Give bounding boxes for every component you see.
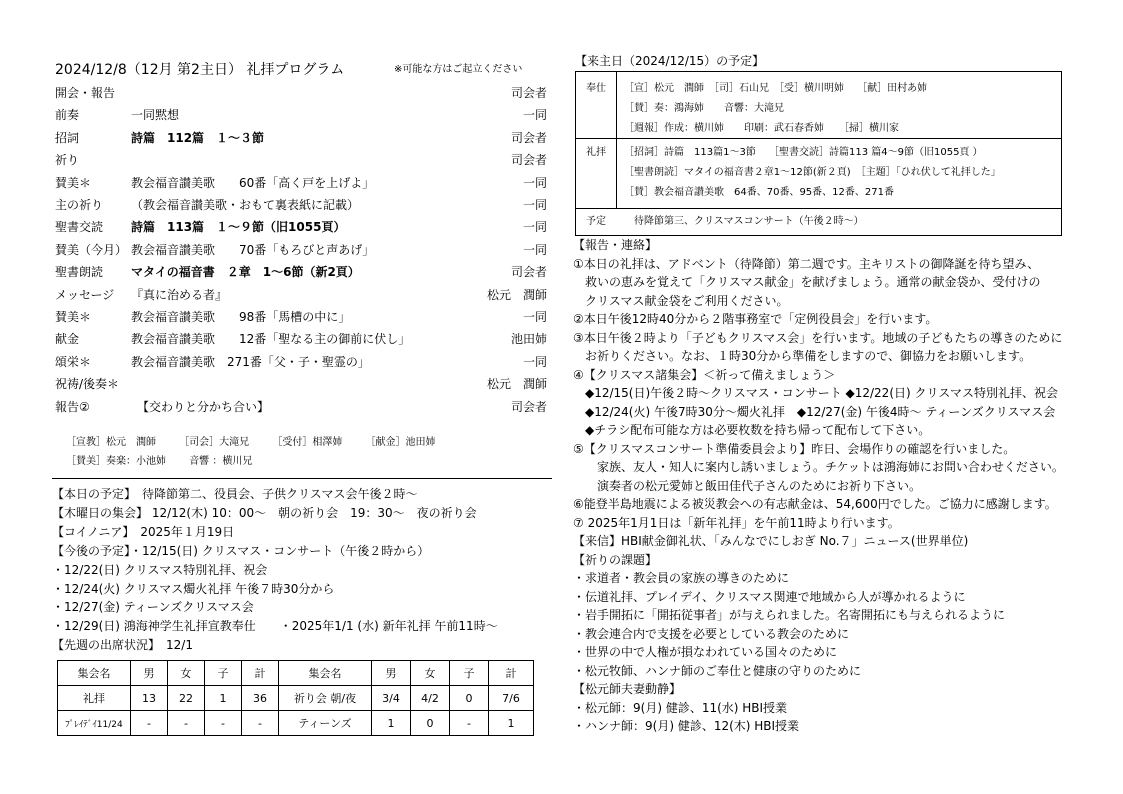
cell: 祈り会 朝/夜 (279, 686, 372, 711)
program-item: 献金 (55, 332, 80, 347)
program-row (55, 216, 547, 238)
header-cell: 計 (489, 661, 534, 686)
program-row (55, 328, 547, 350)
program-content: 教会福音讃美歌 70番「もろびと声あげ」 (131, 242, 375, 257)
service-line: ［宣］松元 潤師 ［司］石山兄 ［受］横川明姉 ［献］田村あ姉 (624, 83, 928, 94)
staff-reception: ［受付］相澤姉 (272, 437, 343, 448)
program-leader: 司会者 (510, 399, 547, 414)
program-content: 【交わりと分かち合い】 (131, 399, 270, 414)
program-row (55, 284, 547, 306)
column-divider (616, 72, 617, 208)
program-item: 賛美（今月） (55, 242, 128, 257)
program-leader: 一同 (522, 242, 547, 257)
staff-offering: ［献金］池田姉 (365, 437, 436, 448)
program-content: 教会福音讃美歌 98番「馬槽の中に」 (131, 310, 351, 324)
notice-line: 【木曜日の集会】 12/12(木) 10：00～ 朝の祈り会 19：30～ 夜の祈り会 (52, 505, 477, 520)
plan-line: 待降節第三、クリスマスコンサート（午後２時～） (624, 216, 864, 227)
cell: - (131, 711, 168, 736)
program-row (55, 127, 547, 149)
program-leader: 一同 (522, 108, 547, 123)
program-leader: 松元 潤師 (486, 377, 547, 392)
program-note: ※可能な方はご起立ください (394, 64, 523, 75)
attendance-row (58, 686, 534, 711)
program-item: 開会・報告 (55, 86, 116, 100)
report-line: ・教会連合内で支援を必要としている教会のために (573, 626, 850, 641)
report-line: 家族、友人・知人に案内し誘いましょう。チケットは鴻海姉にお問い合わせください。 (573, 460, 1064, 474)
section-divider (52, 478, 552, 479)
report-line: ・伝道礼拝、プレイデイ、クリスマス関連で地域から人が導かれるように (573, 589, 966, 604)
notice-line: ・12/29(日) 鴻海神学生礼拝宣教奉仕 ・2025年1/1 (水) 新年礼拝 午前11時～ (52, 619, 498, 634)
report-line: ⑤【クリスマスコンサート準備委員会より】昨日、会場作りの確認を行いました。 (573, 441, 1016, 456)
program-item: 前奏 (55, 108, 80, 123)
program-leader: 池田姉 (510, 332, 547, 347)
program-content: 『真に治める者』 (131, 287, 228, 302)
notice-line: ・12/24(火) クリスマス燭火礼拝 午後７時30分から (52, 581, 335, 596)
report-line: ①本日の礼拝は、アドベント（待降節）第二週です。主キリストの御降誕を待ち望み、 (573, 256, 1040, 271)
report-line: クリスマス献金袋をご利用ください。 (573, 293, 789, 308)
program-title: 2024/12/8（12月 第2主日） 礼拝プログラム (55, 62, 345, 78)
cell: 3/4 (372, 686, 411, 711)
header-cell: 女 (168, 661, 205, 686)
program-leader: 松元 潤師 (486, 287, 547, 302)
program-item: 頌栄＊ (55, 354, 92, 369)
next-sunday-box (575, 71, 1062, 236)
header-cell: 集会名 (58, 661, 131, 686)
program-row (55, 261, 547, 283)
program-item: 招詞 (55, 130, 80, 145)
report-line: ・岩手開拓に「開拓従事者」が与えられました。名寄開拓にも与えられるように (573, 608, 1006, 622)
staff-sound: 音響 ：横川兄 (189, 456, 253, 467)
notice-line: 【コイノニア】 2025年１月19日 (52, 524, 235, 539)
header-cell: 子 (205, 661, 242, 686)
report-line: ◆12/24(火) 午後7時30分～燭火礼拝 ◆12/27(金) 午後4時～ ティーンズクリスマス会 (573, 404, 1056, 419)
program-leader: 一同 (522, 354, 547, 369)
program-item: 聖書交読 (55, 220, 104, 235)
report-line: 【松元師夫妻動静】 (573, 682, 682, 696)
program-leader: 司会者 (510, 153, 547, 168)
report-line: ⑦ 2025年1月1日は「新年礼拝」を午前11時より行います。 (573, 515, 900, 530)
attendance-table (57, 660, 534, 736)
report-line: 救いの恵みを覚えて「クリスマス献金」を献げましょう。通常の献金袋か、受付けの (573, 275, 1041, 289)
cell: 4/2 (411, 686, 450, 711)
program-item: 祝祷/後奏＊ (55, 377, 120, 392)
header-cell: 計 (242, 661, 279, 686)
attendance-header-row (58, 661, 534, 686)
notice-line: 【先週の出席状況】 12/1 (52, 638, 193, 653)
program-leader: 司会者 (510, 86, 547, 100)
program-leader: 一同 (522, 175, 547, 190)
report-line: 【報告・連絡】 (573, 238, 658, 252)
header-cell: 女 (411, 661, 450, 686)
cell: ﾌﾟﾚｲﾃﾞｲ11/24 (58, 711, 131, 736)
program-row (55, 194, 547, 216)
staff-preacher: ［宣教］松元 潤師 (66, 437, 156, 448)
program-content: 教会福音讃美歌 60番「高く戸を上げよ」 (131, 175, 375, 190)
notice-line: ・12/22(日) クリスマス特別礼拝、祝会 (52, 562, 268, 577)
program-row (55, 373, 547, 395)
program-row (55, 239, 547, 261)
report-line: お祈りください。なお、１時30分から準備をしますので、御協力をお願いします。 (573, 349, 1032, 363)
header-cell: 集会名 (279, 661, 372, 686)
cell: - (242, 711, 279, 736)
notice-line: ・12/27(金) ティーンズクリスマス会 (52, 600, 254, 615)
report-line: 【祈りの課題】 (573, 552, 658, 567)
worship-line: ［招詞］詩篇 113篇1～3節 ［聖書交読］詩篇113 篇4～9節（旧1055頁 ） (624, 147, 983, 158)
program-row (55, 172, 547, 194)
report-line: ②本日午後12時40分から２階事務室で「定例役員会」を行います。 (573, 312, 938, 326)
service-line: ［週報］作成：横川姉 印刷：武石春香姉 ［掃］横川家 (624, 123, 899, 134)
program-leader: 一同 (522, 220, 547, 235)
next-sunday-title: 【来主日（2024/12/15）の予定】 (575, 54, 765, 68)
program-row (55, 104, 547, 126)
worship-label: 礼拝 (586, 147, 606, 158)
report-line: ・松元牧師、ハンナ師のご奉仕と健康の守りのために (573, 663, 862, 678)
header-cell: 男 (131, 661, 168, 686)
program-content: 教会福音讃美歌 271番「父・子・聖霊の」 (131, 354, 370, 369)
plan-label: 予定 (586, 216, 606, 227)
program-leader: 司会者 (510, 265, 547, 280)
program-content: 詩篇 113篇 １～９節（旧1055頁） (131, 220, 346, 235)
report-line: ◆12/15(日)午後２時～クリスマス・コンサート ◆12/22(日) クリスマス特別礼拝、祝会 (573, 386, 1059, 400)
program-row (55, 306, 547, 328)
header-cell: 男 (372, 661, 411, 686)
program-content: マタイの福音書 ２章 1～6節（新2頁） (131, 265, 360, 280)
worship-line: ［賛］教会福音讃美歌 64番、70番、95番、12番、271番 (624, 187, 894, 198)
program-item: 聖書朗読 (55, 265, 104, 280)
program-leader: 司会者 (510, 130, 547, 145)
program-row (55, 351, 547, 373)
cell: 0 (411, 711, 450, 736)
header-cell: 子 (450, 661, 489, 686)
cell: 1 (205, 686, 242, 711)
row-divider (576, 208, 1061, 209)
cell: 7/6 (489, 686, 534, 711)
worship-line: ［聖書朗読］マタイの福音書２章1～12節(新２頁) ［主題］「ひれ伏して礼拝した」 (624, 167, 1001, 178)
service-label: 奉仕 (586, 83, 606, 94)
cell: - (168, 711, 205, 736)
row-divider (576, 138, 1061, 139)
staff-emcee: ［司会］大滝兄 (179, 437, 250, 448)
report-line: 演奏者の松元愛姉と飯田佳代子さんのためにお祈り下さい。 (573, 478, 922, 493)
cell: 1 (489, 711, 534, 736)
program-leader: 一同 (522, 310, 547, 324)
program-item: 主の祈り (55, 198, 104, 212)
program-item: 賛美＊ (55, 175, 92, 190)
report-line: 【来信】HBI献金御礼状、「みんなでにしおぎ No.７」ニュース(世界単位) (573, 534, 969, 548)
notice-line: 【本日の予定】 待降節第二、役員会、子供クリスマス会午後２時～ (52, 487, 418, 501)
report-line: ・ハンナ師：9(月) 健診、12(木) HBI授業 (573, 719, 800, 733)
attendance-row (58, 711, 534, 736)
program-row (55, 396, 547, 418)
cell: 13 (131, 686, 168, 711)
report-line: ◆チラシ配布可能な方は必要枚数を持ち帰って配布して下さい。 (573, 423, 931, 437)
program-item: 報告② (55, 399, 90, 414)
report-line: ・世界の中で人権が損なわれている国々のために (573, 645, 838, 659)
program-item: メッセージ (55, 287, 115, 302)
cell: - (205, 711, 242, 736)
cell: 1 (372, 711, 411, 736)
program-content: （教会福音讃美歌・おもて裏表紙に記載） (131, 198, 360, 212)
cell: - (450, 711, 489, 736)
program-item: 賛美＊ (55, 310, 92, 324)
program-leader: 一同 (522, 198, 547, 212)
cell: 0 (450, 686, 489, 711)
cell: 22 (168, 686, 205, 711)
cell: ティーンズ (279, 711, 372, 736)
program-row (55, 82, 547, 104)
staff-line-1 (66, 436, 456, 450)
staff-line-2 (66, 455, 272, 469)
cell: 36 (242, 686, 279, 711)
cell: 礼拝 (58, 686, 131, 711)
program-content: 詩篇 112篇 １～３節 (131, 130, 265, 145)
report-line: ・求道者・教会員の家族の導きのために (573, 571, 790, 585)
report-line: ・松元師：9(月) 健診、11(水) HBI授業 (573, 700, 788, 715)
program-item: 祈り (55, 153, 80, 168)
report-line: ③本日午後２時より「子どもクリスマス会」を行います。地域の子どもたちの導きのために (573, 330, 1063, 345)
program-content: 教会福音讃美歌 12番「聖なる主の御前に伏し」 (131, 332, 411, 347)
program-content: 一同黙想 (131, 108, 180, 123)
report-line: ④【クリスマス諸集会】＜祈って備えましょう＞ (573, 367, 836, 382)
notice-line: 【今後の予定】・12/15(日) クリスマス・コンサート（午後２時から） (52, 543, 430, 558)
program-row (55, 149, 547, 171)
report-line: ⑥能登半島地震による被災教会への有志献金は、54,600円でした。ご協力に感謝します。 (573, 497, 1057, 511)
staff-music: ［賛美］奏楽：小池姉 (66, 456, 166, 467)
service-line: ［賛］奏：鴻海姉 音響：大滝兄 (624, 103, 784, 114)
